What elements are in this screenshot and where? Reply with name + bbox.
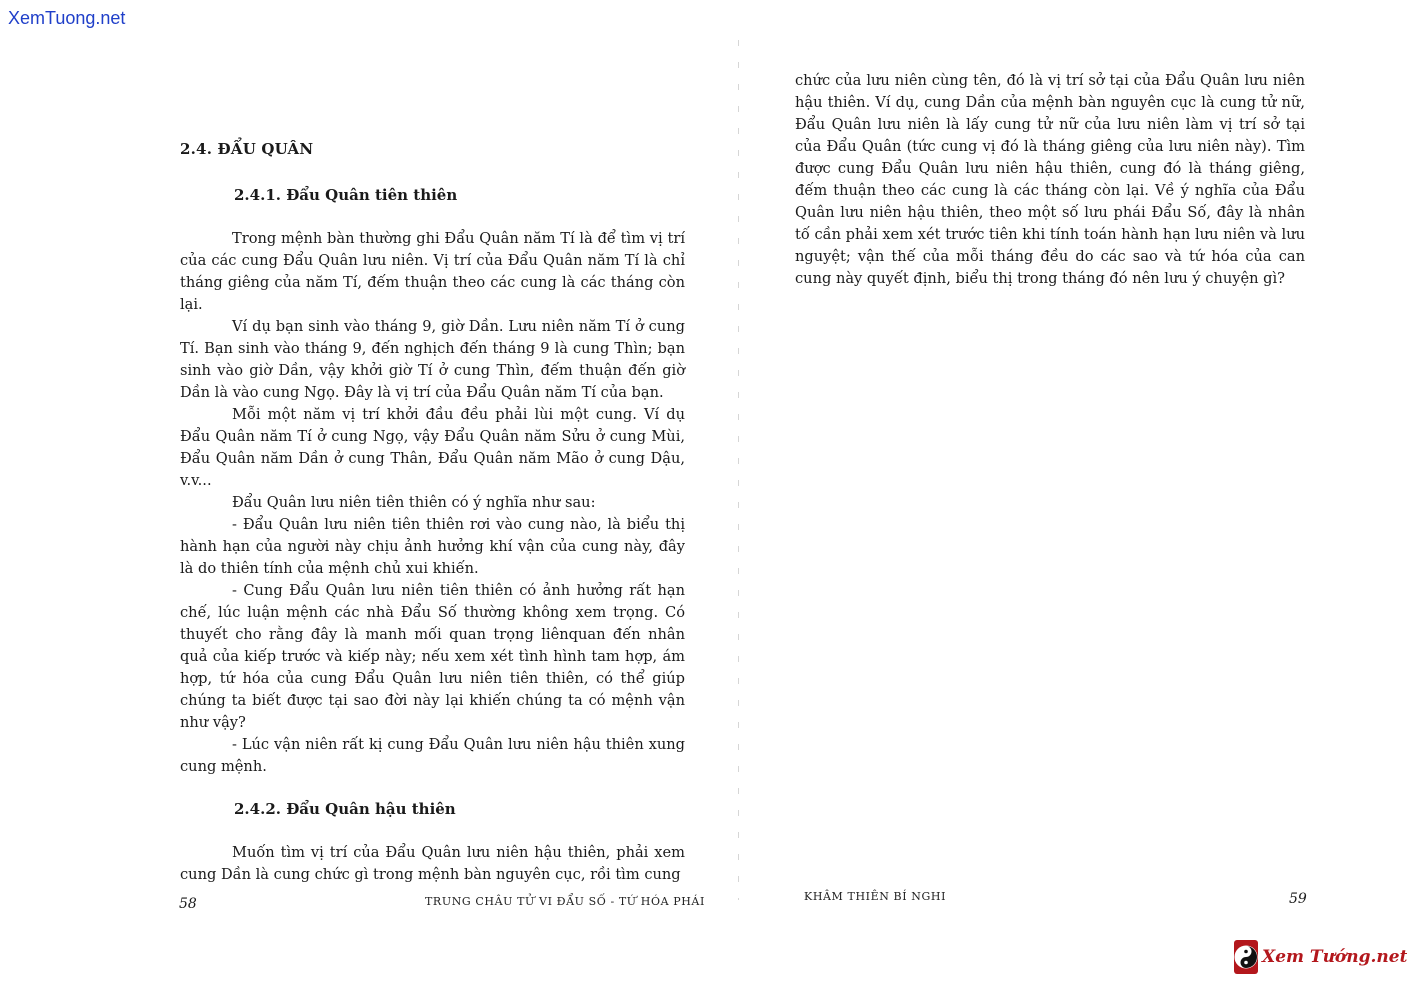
site-logo[interactable] bbox=[1234, 939, 1407, 975]
running-footer-left: TRUNG CHÂU TỬ VI ĐẨU SỐ - TỨ HÓA PHÁI bbox=[425, 895, 705, 908]
logo-text: Xem Tướng.net bbox=[1262, 947, 1407, 967]
paragraph: Mỗi một năm vị trí khởi đầu đều phải lùi một cung. Ví dụ Đẩu Quân năm Tí ở cung Ngọ, vậy Đẩu Quân năm Sửu ở cung Mùi, Đẩu Quân năm Dần ở cung Thân, Đẩu Quân năm Mão ở cung Dậu, v.v... bbox=[180, 406, 685, 489]
right-page bbox=[795, 70, 1305, 290]
paragraph: - Đẩu Quân lưu niên tiên thiên rơi vào cung nào, là biểu thị hành hạn của người này chịu ảnh hưởng khí vận của cung này, đây là do thiên tính của mệnh chủ xui khiến. bbox=[180, 516, 685, 577]
paragraph: Trong mệnh bàn thường ghi Đẩu Quân năm Tí là để tìm vị trí của các cung Đẩu Quân lưu niên. Vị trí của Đẩu Quân năm Tí là chỉ tháng giêng của năm Tí, đếm thuận theo các cung là các tháng còn lại. bbox=[180, 230, 685, 313]
yin-yang-icon bbox=[1234, 940, 1258, 974]
watermark-site-link[interactable]: XemTuong.net bbox=[8, 8, 126, 28]
paragraph: Đẩu Quân lưu niên tiên thiên có ý nghĩa như sau: bbox=[232, 494, 596, 511]
running-footer-right: KHÂM THIÊN BÍ NGHI bbox=[804, 890, 947, 903]
page-fold-divider bbox=[738, 40, 739, 900]
subsection-title-1: 2.4.1. Đẩu Quân tiên thiên bbox=[234, 186, 458, 204]
subsection-title-2: 2.4.2. Đẩu Quân hậu thiên bbox=[234, 800, 456, 818]
page-number-right: 59 bbox=[1289, 891, 1307, 907]
paragraph: - Lúc vận niên rất kị cung Đẩu Quân lưu niên hậu thiên xung cung mệnh. bbox=[180, 736, 685, 775]
paragraph: chức của lưu niên cùng tên, đó là vị trí sở tại của Đẩu Quân lưu niên hậu thiên. Ví dụ, cung Dần của mệnh bàn nguyên cục là cung tử nữ, Đẩu Quân lưu niên là lấy cung tử nữ của lưu niên làm vị trí sở tại của Đẩu Quân (tức cung vị đó là tháng giêng của lưu niên này). Tìm được cung Đẩu Quân lưu niên hậu thiên, cung đó là tháng giêng, đếm thuận theo các cung là các tháng còn lại. Về ý nghĩa của Đẩu Quân lưu niên hậu thiên, theo một số lưu phái Đẩu Số, đây là nhân tố cần phải xem xét trước tiên khi tính toán hành hạn lưu niên và lưu nguyệt; vận thế của mỗi tháng đều do các sao và tứ hóa của can cung này quyết định, biểu thị trong tháng đó nên lưu ý chuyện gì? bbox=[795, 72, 1305, 287]
section-title: 2.4. ĐẨU QUÂN bbox=[180, 140, 314, 158]
page-number-left: 58 bbox=[179, 896, 197, 912]
left-page bbox=[180, 140, 685, 886]
paragraph: - Cung Đẩu Quân lưu niên tiên thiên có ảnh hưởng rất hạn chế, lúc luận mệnh các nhà Đẩu Số thường không xem trọng. Có thuyết cho rằng đây là manh mối quan trọng liênquan đến nhân quả của kiếp trước và kiếp này; nếu xem xét tình hình tam hợp, ám hợp, tứ hóa của cung Đẩu Quân lưu niên tiên thiên, có thể giúp chúng ta biết được tại sao đời này lại khiến chúng ta có mệnh vận như vậy? bbox=[180, 582, 685, 731]
paragraph: Ví dụ bạn sinh vào tháng 9, giờ Dần. Lưu niên năm Tí ở cung Tí. Bạn sinh vào tháng 9, đến nghịch đến tháng 9 là cung Thìn; bạn sinh vào giờ Dần, vậy khởi giờ Tí ở cung Thìn, đếm thuận đến giờ Dần là vào cung Ngọ. Đây là vị trí của Đẩu Quân năm Tí của bạn. bbox=[180, 318, 685, 401]
paragraph: Muốn tìm vị trí của Đẩu Quân lưu niên hậu thiên, phải xem cung Dần là cung chức gì trong mệnh bàn nguyên cục, rồi tìm cung bbox=[180, 844, 685, 883]
